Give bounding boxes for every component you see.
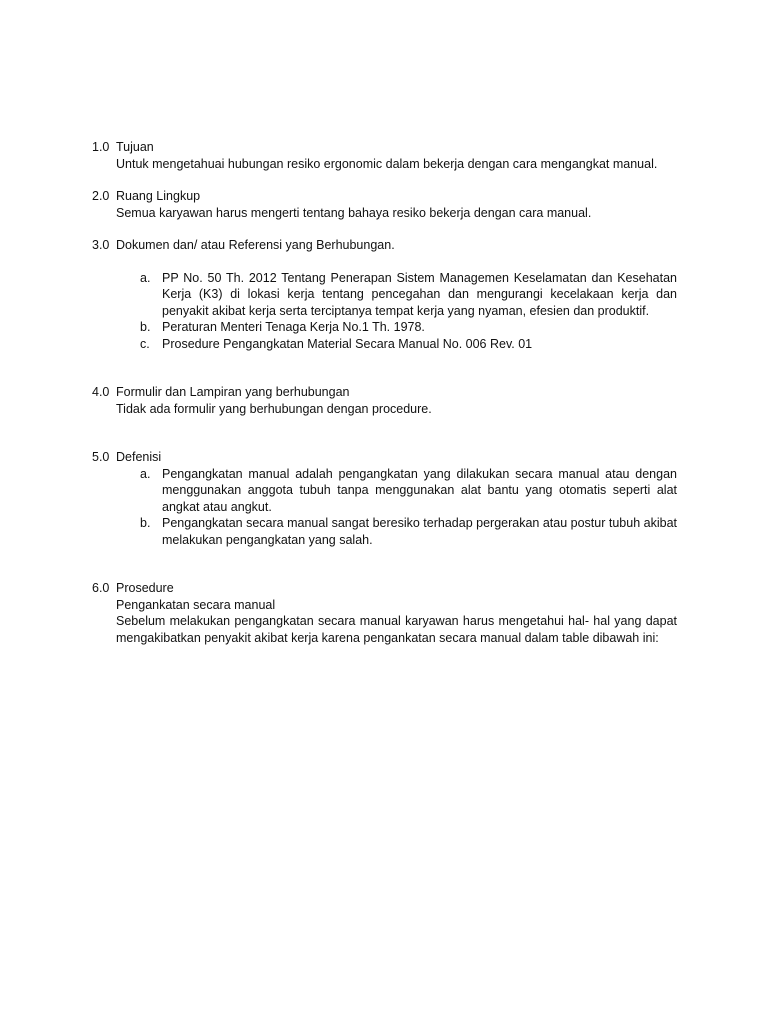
section-body: Sebelum melakukan pengangkatan secara manual karyawan harus mengetahui hal- hal yang dapat mengakibatkan penyakit akibat kerja karena pengankatan secara manual dalam table dibawah ini: bbox=[116, 614, 677, 645]
definition-list bbox=[92, 466, 677, 549]
list-marker: a. bbox=[140, 270, 151, 285]
section-title: Formulir dan Lampiran yang berhubungan bbox=[116, 385, 350, 399]
section-number: 4.0 bbox=[92, 385, 110, 399]
list-item bbox=[140, 319, 677, 336]
list-item-text: Pengangkatan secara manual sangat beresiko terhadap pergerakan atau postur tubuh akibat melakukan pengangkatan yang salah. bbox=[162, 516, 677, 547]
list-marker: c. bbox=[140, 336, 150, 351]
list-item bbox=[140, 515, 677, 548]
section-prosedure bbox=[92, 580, 677, 646]
section-body: Semua karyawan harus mengerti tentang bahaya resiko bekerja dengan cara manual. bbox=[116, 205, 592, 220]
list-item bbox=[140, 270, 677, 320]
section-ruang-lingkup bbox=[92, 188, 677, 221]
section-number: 5.0 bbox=[92, 450, 110, 464]
list-item-text: PP No. 50 Th. 2012 Tentang Penerapan Sistem Managemen Keselamatan dan Kesehatan Kerja (K3) di lokasi kerja tentang pencegahan dan mengurangi kecelakaan kerja dan penyakit akibat kerja serta terciptanya tempat kerja yang nyaman, efesien dan produktif. bbox=[162, 270, 677, 318]
section-number: 1.0 bbox=[92, 140, 110, 154]
section-number: 6.0 bbox=[92, 581, 110, 595]
section-number: 3.0 bbox=[92, 238, 110, 252]
section-defenisi bbox=[92, 449, 677, 548]
section-body: Tidak ada formulir yang berhubungan dengan procedure. bbox=[116, 401, 432, 416]
section-subtitle: Pengankatan secara manual bbox=[116, 597, 276, 612]
list-item-text: Pengangkatan manual adalah pengangkatan yang dilakukan secara manual atau dengan menggunakan anggota tubuh tanpa menggunakan alat bantu yang otomatis seperti alat angkat atau angkut. bbox=[162, 466, 677, 514]
list-marker: b. bbox=[140, 516, 151, 530]
list-marker: a. bbox=[140, 466, 151, 481]
list-item bbox=[140, 466, 677, 516]
list-item-text: Peraturan Menteri Tenaga Kerja No.1 Th. 1978. bbox=[162, 320, 425, 334]
section-title: Prosedure bbox=[116, 581, 174, 595]
section-number: 2.0 bbox=[92, 189, 110, 203]
section-formulir-lampiran bbox=[92, 384, 677, 417]
section-tujuan bbox=[92, 139, 677, 172]
section-title: Defenisi bbox=[116, 450, 162, 464]
section-title: Ruang Lingkup bbox=[116, 189, 201, 203]
section-title: Tujuan bbox=[116, 140, 154, 154]
list-item-text: Prosedure Pengangkatan Material Secara Manual No. 006 Rev. 01 bbox=[162, 336, 533, 351]
section-dokumen-referensi bbox=[92, 237, 677, 352]
list-marker: b. bbox=[140, 320, 151, 334]
reference-list bbox=[92, 270, 677, 353]
list-item bbox=[140, 336, 677, 353]
section-title: Dokumen dan/ atau Referensi yang Berhubungan. bbox=[116, 238, 395, 252]
section-body: Untuk mengetahuai hubungan resiko ergonomic dalam bekerja dengan cara mengangkat manual. bbox=[116, 156, 658, 171]
